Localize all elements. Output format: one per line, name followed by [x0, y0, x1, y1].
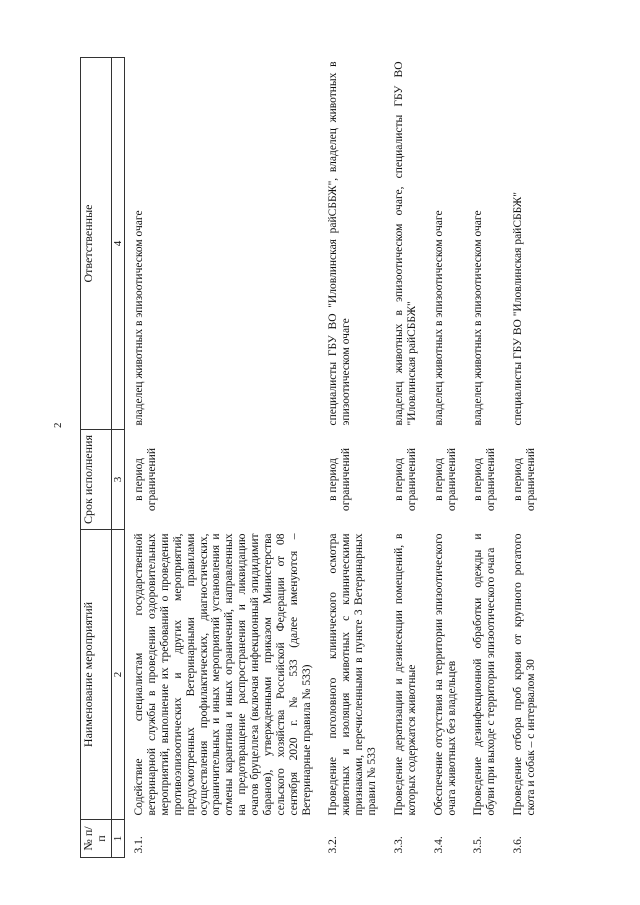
row-number: 3.1. — [133, 836, 146, 854]
measure-responsible: владелец животных в эпизоотическом очаге, специалисты ГБУ ВО "Иловлинская райСББЖ" — [392, 61, 418, 426]
row-number: 3.2. — [327, 836, 340, 854]
measure-responsible: владелец животных в эпизоотическом очаге — [472, 210, 485, 426]
row-number: 3.3. — [392, 836, 405, 854]
measure-term: в период ограничений — [133, 448, 159, 511]
column-number-4: 4 — [111, 58, 124, 430]
measure-responsible: специалисты ГБУ ВО "Иловлинская райСББЖ" — [512, 192, 525, 426]
header-name: Наименование мероприятий — [81, 530, 112, 820]
measure-name: Содействие специалистам государственной ветеринарной службы в проведении оздоровительных мероприятий, выполнение их требований о проведении противоэпизоотических и других мероприятий, предусмотренных Ветеринарными правилами осуществления профилактических, диагностических, ограничительных и иных мероприятий установления и отмены карантина и иных ограничений, направленных на предотвращение распространения и ликвидацию очагов бруцеллеза (включая инфекционный эпидидимит баранов), утвержденными приказом Министерства сельского хозяйства Российской Федерации от 08 сентября 2020 г. № 533 (далее именуются – Ветеринарные правила № 533) — [133, 533, 313, 816]
header-term: Срок исполнения — [81, 430, 112, 530]
row-number: 3.6. — [512, 836, 525, 854]
measure-name: Проведение дезинфекционной обработки одежды и обуви при выходе с территории эпизоотического очага — [472, 533, 498, 816]
table-body — [125, 58, 544, 858]
table-row — [319, 58, 385, 858]
measure-responsible: специалисты ГБУ ВО "Иловлинская райСББЖ", владелец животных в эпизоотическом очаге — [327, 61, 353, 426]
measure-term: в период ограничений — [472, 448, 498, 511]
column-number-1: 1 — [111, 820, 124, 858]
measure-responsible: владелец животных в эпизоотическом очаге — [432, 210, 445, 426]
table-row — [385, 58, 425, 858]
measure-term: в период ограничений — [512, 448, 538, 511]
rotated-table-container — [80, 58, 625, 858]
measure-term: в период ограничений — [432, 448, 458, 511]
column-number-2: 2 — [111, 530, 124, 820]
row-number: 3.5. — [472, 836, 485, 854]
measure-term: в период ограничений — [327, 448, 353, 511]
measure-term: в период ограничений — [392, 448, 418, 511]
column-number-3: 3 — [111, 430, 124, 530]
table-row — [425, 58, 465, 858]
row-number: 3.4. — [432, 836, 445, 854]
header-num: № п/п — [81, 820, 112, 858]
measure-name: Проведение поголовного клинического осмотра животных и изоляция животных с клиническими признаками, перечисленными в пункте 3 Ветеринарных правил № 533 — [327, 533, 379, 816]
column-number-row — [111, 58, 124, 858]
header-row — [81, 58, 112, 858]
table-header — [81, 58, 125, 858]
measure-name: Проведение отбора проб крови от крупного рогатого скота и собак – с интервалом 30 — [512, 533, 538, 816]
table-row — [464, 58, 504, 858]
table-row — [504, 58, 544, 858]
measures-table — [80, 57, 544, 858]
measure-name: Проведение дератизации и дезинсекции помещений, в которых содержатся животные — [392, 533, 418, 816]
header-responsible: Ответственные — [81, 58, 112, 430]
table-row — [125, 58, 320, 858]
page-number: 2 — [52, 422, 64, 428]
measure-responsible: владелец животных в эпизоотическом очаге — [133, 210, 146, 426]
measure-name: Обеспечение отсутствия на территории эпизоотического очага животных без владельцев — [432, 533, 458, 816]
